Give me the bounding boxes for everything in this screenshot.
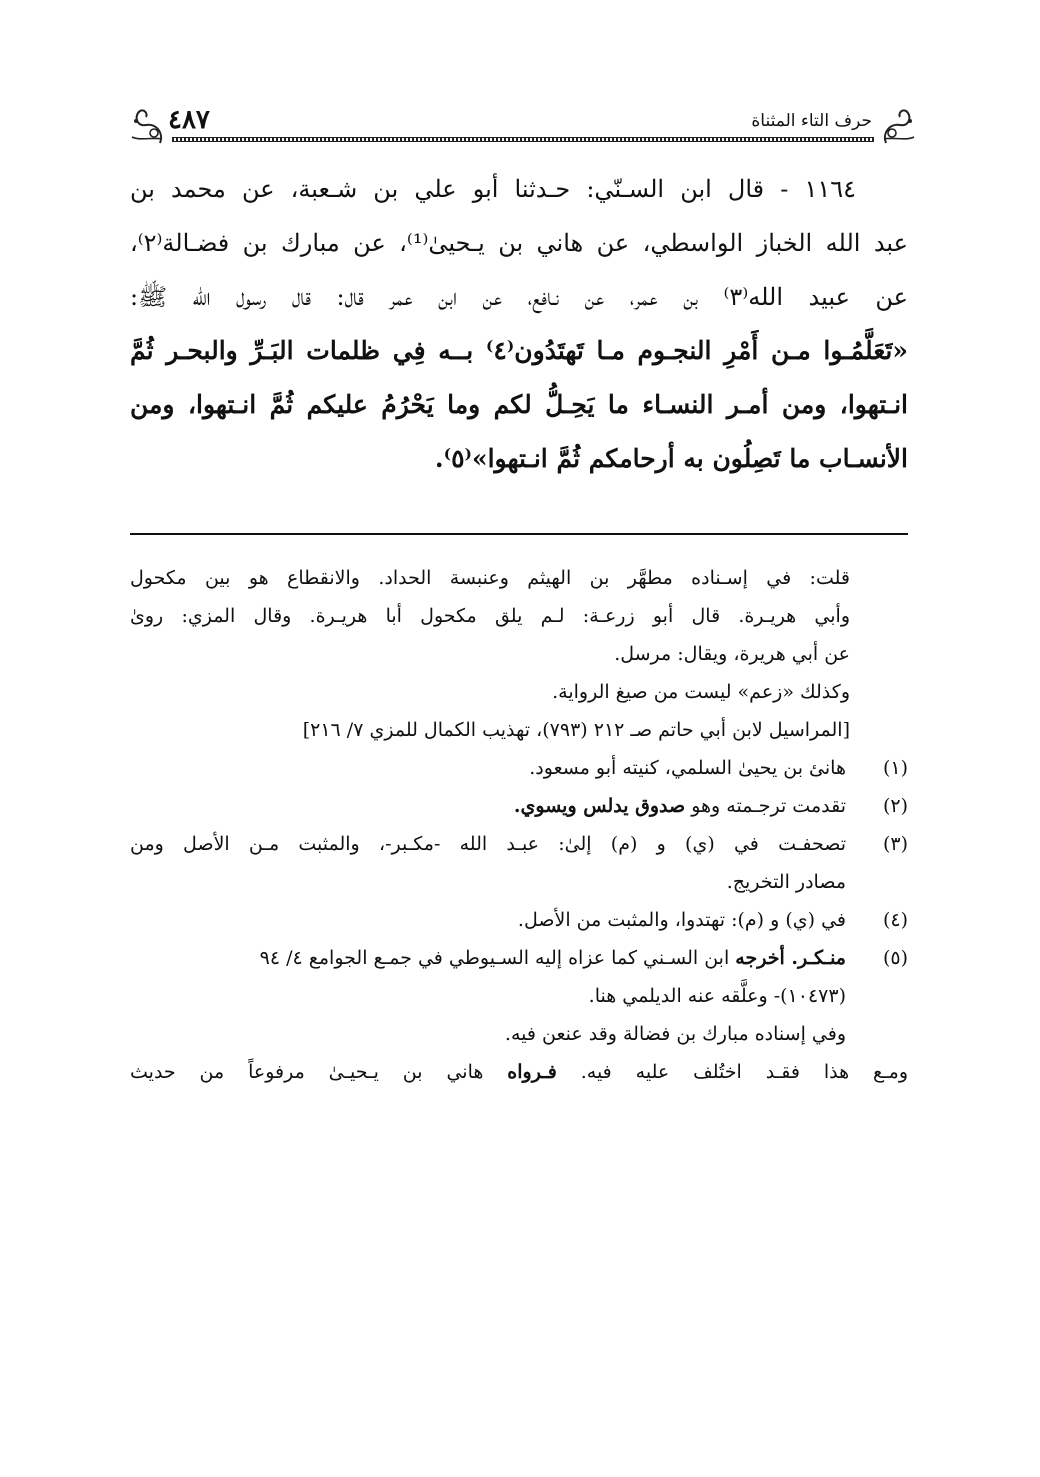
page-number: ٤٨٧ bbox=[168, 105, 210, 135]
footnote-number: (٢) bbox=[882, 795, 908, 817]
footnote-continuation: (١٠٤٧٣)- وعلَّقه عنه الديلمي هنا. bbox=[588, 985, 846, 1007]
footnote-continuation: مصادر التخريج. bbox=[726, 871, 846, 893]
footnote-text: هانئ بن يحيىٰ السلمي، كنيته أبو مسعود. bbox=[529, 757, 846, 779]
footnote-text-plain: تقدمت ترجـمته وهو bbox=[685, 795, 846, 817]
main-line: عبد الله الخباز الواسطي، عن هاني بن يـحيىٰ⁽¹⁾، عن مبارك بن فضـالة⁽٢⁾، bbox=[130, 229, 908, 257]
hadith-line: الأنسـاب ما تَصِلُون به أرحامكم ثُمَّ انـتهوا»⁽٥⁾. bbox=[434, 444, 908, 473]
ornament-left-icon bbox=[128, 107, 166, 147]
ornament-right-icon bbox=[880, 107, 918, 147]
footnote-text-bold: منـكـر. أخرجه bbox=[735, 947, 846, 969]
footnote-number: (١) bbox=[882, 757, 908, 779]
footnote-text-plain: ابن السـني كما عزاه إليه السـيوطي في جمـع الجوامع ٤/ ٩٤ bbox=[259, 947, 736, 969]
note-line: وأبي هريـرة. قال أبو زرعـة: لـم يلق مكحول أبا هريـرة. وقال المزي: روىٰ bbox=[130, 605, 850, 627]
footnote-text bbox=[130, 939, 846, 977]
page-header bbox=[128, 103, 918, 149]
footnote-text bbox=[130, 787, 846, 825]
note-line: عن أبي هريرة، ويقال: مرسل. bbox=[614, 643, 850, 665]
footnote-separator bbox=[130, 533, 908, 535]
footnote-number: (٥) bbox=[882, 947, 908, 969]
footnote-text-bold: صدوق يدلس ويسوي. bbox=[513, 795, 686, 817]
footnotes bbox=[130, 559, 908, 1091]
main-text bbox=[130, 162, 908, 486]
footnote-1 bbox=[130, 749, 908, 787]
note-line: قلت: في إسـناده مطهَّر بن الهيثم وعنبسة الحداد. والانقطاع هو بين مكحول bbox=[130, 567, 850, 589]
note-text-plain: هاني بن يـحيـىٰ مرفوعاً من حديث bbox=[130, 1061, 508, 1083]
footnote-continuation: وفي إسناده مبارك بن فضالة وقد عنعن فيه. bbox=[504, 1023, 846, 1045]
note-text-plain: ومـع هذا فقـد اختُلف عليه فيه. bbox=[556, 1061, 908, 1083]
footnote-number: (٣) bbox=[882, 833, 908, 855]
hadith-line: «تَعَلَّمُـوا مـن أَمْرِ النجـوم مـا تَهتَدُون⁽٤⁾ بــه فِي ظلمات البَـرِّ والبحـر ثُمَّ bbox=[130, 336, 908, 365]
footnote-5 bbox=[130, 939, 908, 977]
note-text-bold: فـرواه bbox=[507, 1061, 557, 1083]
main-line: ١١٦٤ - قال ابن السـنّي: حـدثنا أبو علي بن شـعبة، عن محمد بن bbox=[130, 175, 856, 203]
main-line: عن عبيد الله⁽٣⁾ بن عمر، عن نـافع، عن ابن عمر قال: قال رسول الله ﷺ: bbox=[130, 283, 908, 311]
footnote-text: في (ي) و (م): تهتدوا، والمثبت من الأصل. bbox=[517, 909, 846, 931]
note-line: وكذلك «زعم» ليست من صيغ الرواية. bbox=[552, 681, 850, 703]
footnote-text: تصحفـت في (ي) و (م) إلىٰ: عبـد الله -مكـبر-، والمثبت مـن الأصل ومن bbox=[130, 833, 846, 855]
hadith-line: انـتهوا، ومن أمـر النسـاء ما يَحِـلُّ لكم وما يَحْرُمُ عليكم ثُمَّ انـتهوا، ومن bbox=[130, 390, 908, 419]
footnote-3 bbox=[130, 825, 908, 863]
footnote-4 bbox=[130, 901, 908, 939]
running-title: حرف التاء المثناة bbox=[751, 111, 872, 131]
header-rule bbox=[172, 137, 874, 142]
note-line bbox=[130, 1053, 908, 1091]
footnote-number: (٤) bbox=[882, 909, 908, 931]
reference-line: [المراسيل لابن أبي حاتم صـ ٢١٢ (٧٩٣)، تهذيب الكمال للمزي ٧/ ٢١٦] bbox=[302, 719, 850, 741]
footnote-2 bbox=[130, 787, 908, 825]
